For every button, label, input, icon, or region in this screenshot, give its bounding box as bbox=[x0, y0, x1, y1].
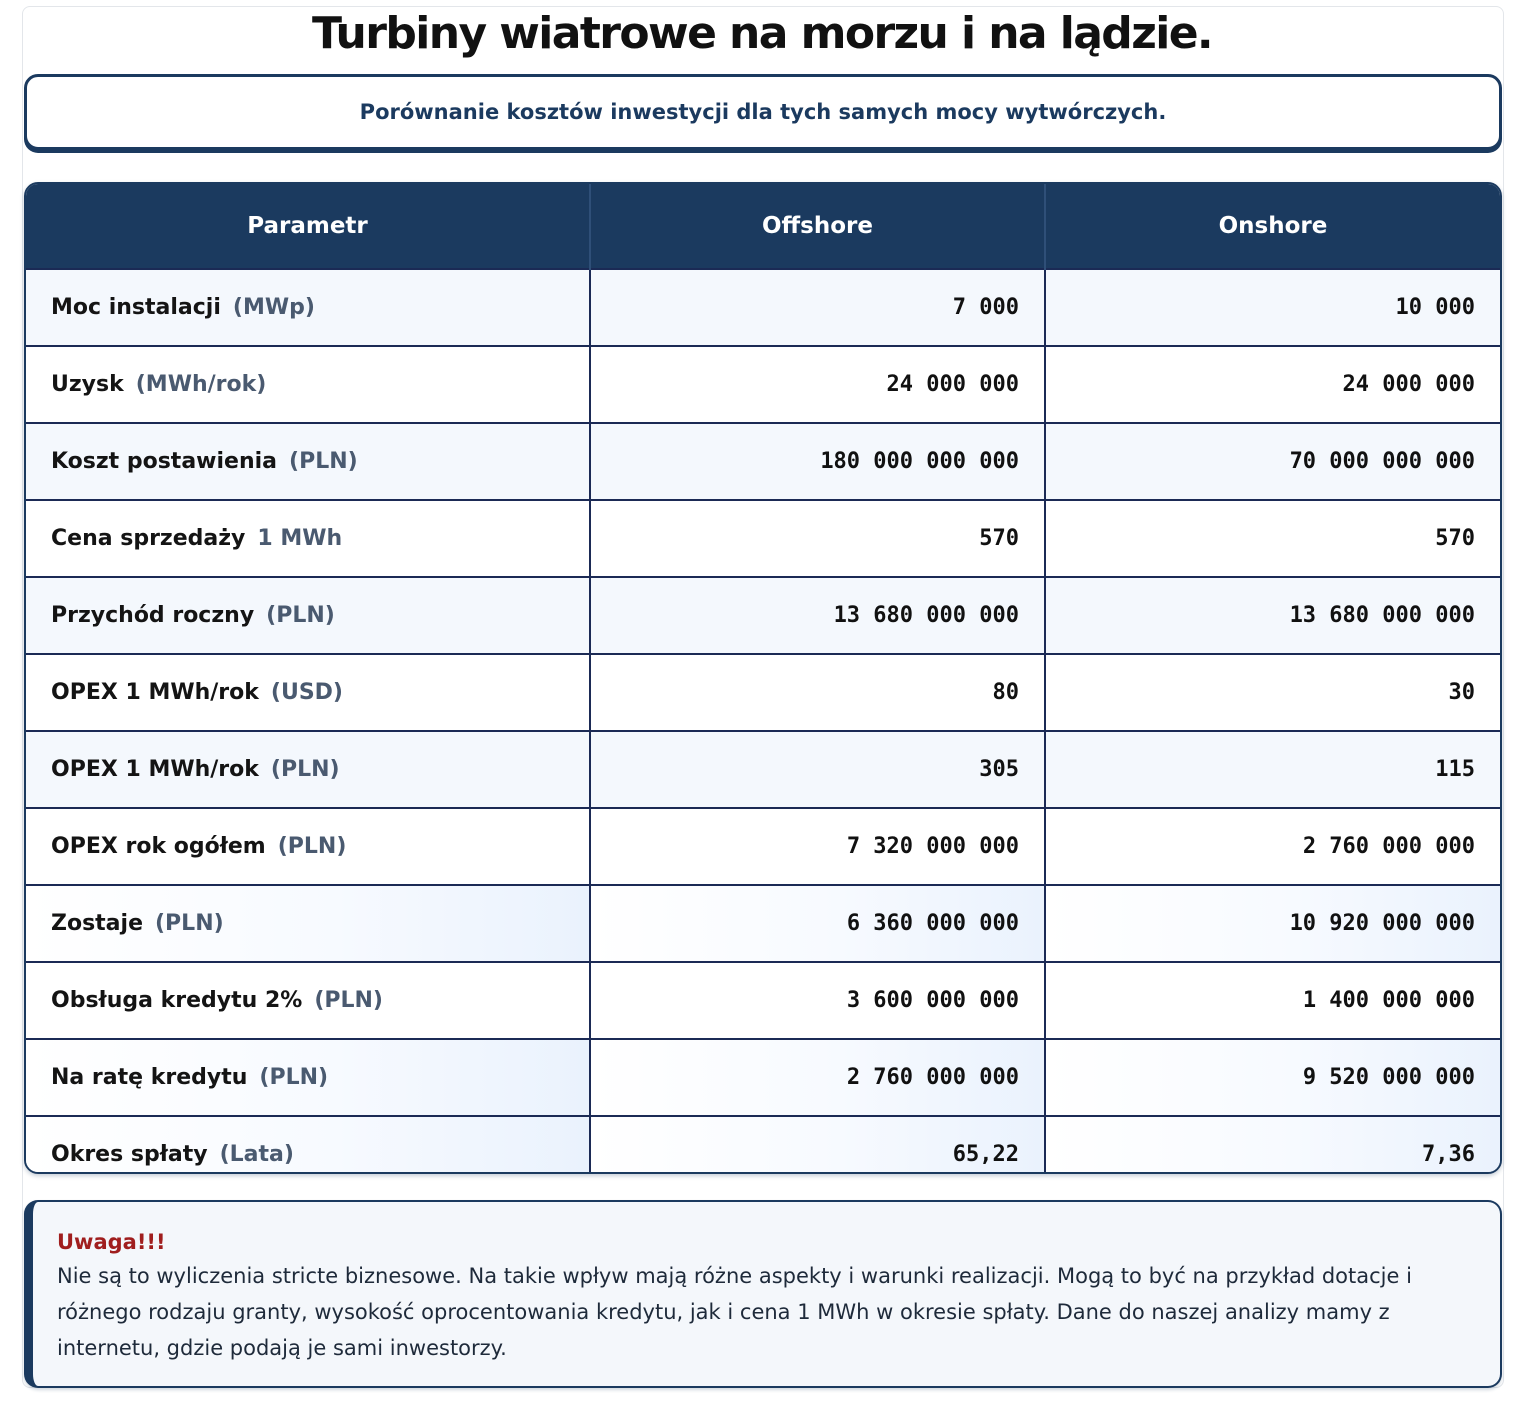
table-row bbox=[26, 654, 1500, 731]
cell-parameter bbox=[26, 1116, 590, 1174]
parameter-unit: (MWp) bbox=[232, 295, 315, 320]
cell-offshore-value: 7 320 000 000 bbox=[590, 808, 1045, 885]
warning-note bbox=[24, 1200, 1502, 1388]
parameter-unit: (PLN) bbox=[266, 603, 335, 628]
parameter-unit: (MWh/rok) bbox=[135, 372, 267, 397]
table-row bbox=[26, 808, 1500, 885]
parameter-unit: (PLN) bbox=[155, 911, 224, 936]
subtitle-text: Porównanie kosztów inwestycji dla tych samych mocy wytwórczych. bbox=[359, 100, 1167, 124]
table-row bbox=[26, 500, 1500, 577]
header-offshore: Offshore bbox=[590, 184, 1045, 269]
cell-onshore-value: 24 000 000 bbox=[1045, 346, 1500, 423]
parameter-label: Zostaje bbox=[51, 911, 143, 936]
cell-onshore-value: 570 bbox=[1045, 500, 1500, 577]
cell-offshore-value: 3 600 000 000 bbox=[590, 962, 1045, 1039]
table-row bbox=[26, 1116, 1500, 1174]
table-header bbox=[26, 184, 1500, 269]
cell-onshore-value: 13 680 000 000 bbox=[1045, 577, 1500, 654]
cell-onshore-value: 7,36 bbox=[1045, 1116, 1500, 1174]
parameter-label: Cena sprzedaży bbox=[51, 526, 246, 551]
cell-parameter bbox=[26, 577, 590, 654]
comparison-table-container bbox=[24, 182, 1502, 1174]
cell-offshore-value: 305 bbox=[590, 731, 1045, 808]
parameter-label: Koszt postawienia bbox=[51, 449, 278, 474]
cell-onshore-value: 9 520 000 000 bbox=[1045, 1039, 1500, 1116]
parameter-label: Na ratę kredytu bbox=[51, 1065, 248, 1090]
parameter-label: OPEX 1 MWh/rok bbox=[51, 757, 259, 782]
cell-parameter bbox=[26, 885, 590, 962]
cell-offshore-value: 2 760 000 000 bbox=[590, 1039, 1045, 1116]
parameter-unit: (PLN) bbox=[277, 834, 347, 859]
page-title: Turbiny wiatrowe na morzu i na lądzie. bbox=[311, 8, 1213, 59]
header-row bbox=[26, 184, 1500, 269]
cell-parameter bbox=[26, 269, 590, 346]
cell-parameter bbox=[26, 808, 590, 885]
cell-offshore-value: 6 360 000 000 bbox=[590, 885, 1045, 962]
cell-onshore-value: 10 000 bbox=[1045, 269, 1500, 346]
parameter-label: Uzysk bbox=[51, 372, 124, 397]
table-row bbox=[26, 962, 1500, 1039]
cell-parameter bbox=[26, 1039, 590, 1116]
header-parametr: Parametr bbox=[26, 184, 590, 269]
cell-offshore-value: 80 bbox=[590, 654, 1045, 731]
table-body bbox=[26, 269, 1500, 1174]
table-row bbox=[26, 1039, 1500, 1116]
note-body: Nie są to wyliczenia stricte biznesowe. Na takie wpływ mają różne aspekty i warunki realizacji. Mogą to być na przykład dotacje i różnego rodzaju granty, wysokość oprocentowania kredytu, jak i cena 1 MWh w okresie spłaty. Dane do naszej analizy mamy z internetu, gdzie podają je sami inwestorzy. bbox=[57, 1264, 1412, 1360]
parameter-label: Przychód roczny bbox=[51, 603, 255, 628]
cell-offshore-value: 7 000 bbox=[590, 269, 1045, 346]
cell-parameter bbox=[26, 423, 590, 500]
table-row bbox=[26, 577, 1500, 654]
cell-offshore-value: 180 000 000 000 bbox=[590, 423, 1045, 500]
parameter-label: Moc instalacji bbox=[51, 295, 221, 320]
parameter-unit: (PLN) bbox=[314, 988, 383, 1013]
cell-onshore-value: 2 760 000 000 bbox=[1045, 808, 1500, 885]
cell-parameter bbox=[26, 346, 590, 423]
cell-onshore-value: 30 bbox=[1045, 654, 1500, 731]
table-row bbox=[26, 731, 1500, 808]
parameter-unit: (PLN) bbox=[289, 449, 358, 474]
table-row bbox=[26, 885, 1500, 962]
cell-onshore-value: 10 920 000 000 bbox=[1045, 885, 1500, 962]
note-title: Uwaga!!! bbox=[57, 1230, 166, 1254]
comparison-table bbox=[26, 184, 1500, 1174]
table-row bbox=[26, 269, 1500, 346]
parameter-label: Okres spłaty bbox=[51, 1142, 208, 1167]
parameter-unit: 1 MWh bbox=[257, 526, 343, 551]
parameter-label: OPEX 1 MWh/rok bbox=[51, 680, 259, 705]
cell-onshore-value: 115 bbox=[1045, 731, 1500, 808]
parameter-unit: (USD) bbox=[270, 680, 343, 705]
table-row bbox=[26, 346, 1500, 423]
cell-offshore-value: 65,22 bbox=[590, 1116, 1045, 1174]
cell-offshore-value: 570 bbox=[590, 500, 1045, 577]
cell-parameter bbox=[26, 654, 590, 731]
cell-onshore-value: 70 000 000 000 bbox=[1045, 423, 1500, 500]
cell-offshore-value: 13 680 000 000 bbox=[590, 577, 1045, 654]
parameter-label: Obsługa kredytu 2% bbox=[51, 988, 303, 1013]
cell-parameter bbox=[26, 962, 590, 1039]
cell-parameter bbox=[26, 500, 590, 577]
parameter-unit: (PLN) bbox=[270, 757, 340, 782]
cell-parameter bbox=[26, 731, 590, 808]
parameter-unit: (PLN) bbox=[259, 1065, 329, 1090]
table-row bbox=[26, 423, 1500, 500]
header-onshore: Onshore bbox=[1045, 184, 1500, 269]
cell-offshore-value: 24 000 000 bbox=[590, 346, 1045, 423]
subtitle-box bbox=[24, 74, 1502, 150]
cell-onshore-value: 1 400 000 000 bbox=[1045, 962, 1500, 1039]
parameter-label: OPEX rok ogółem bbox=[51, 834, 266, 859]
parameter-unit: (Lata) bbox=[219, 1142, 294, 1167]
